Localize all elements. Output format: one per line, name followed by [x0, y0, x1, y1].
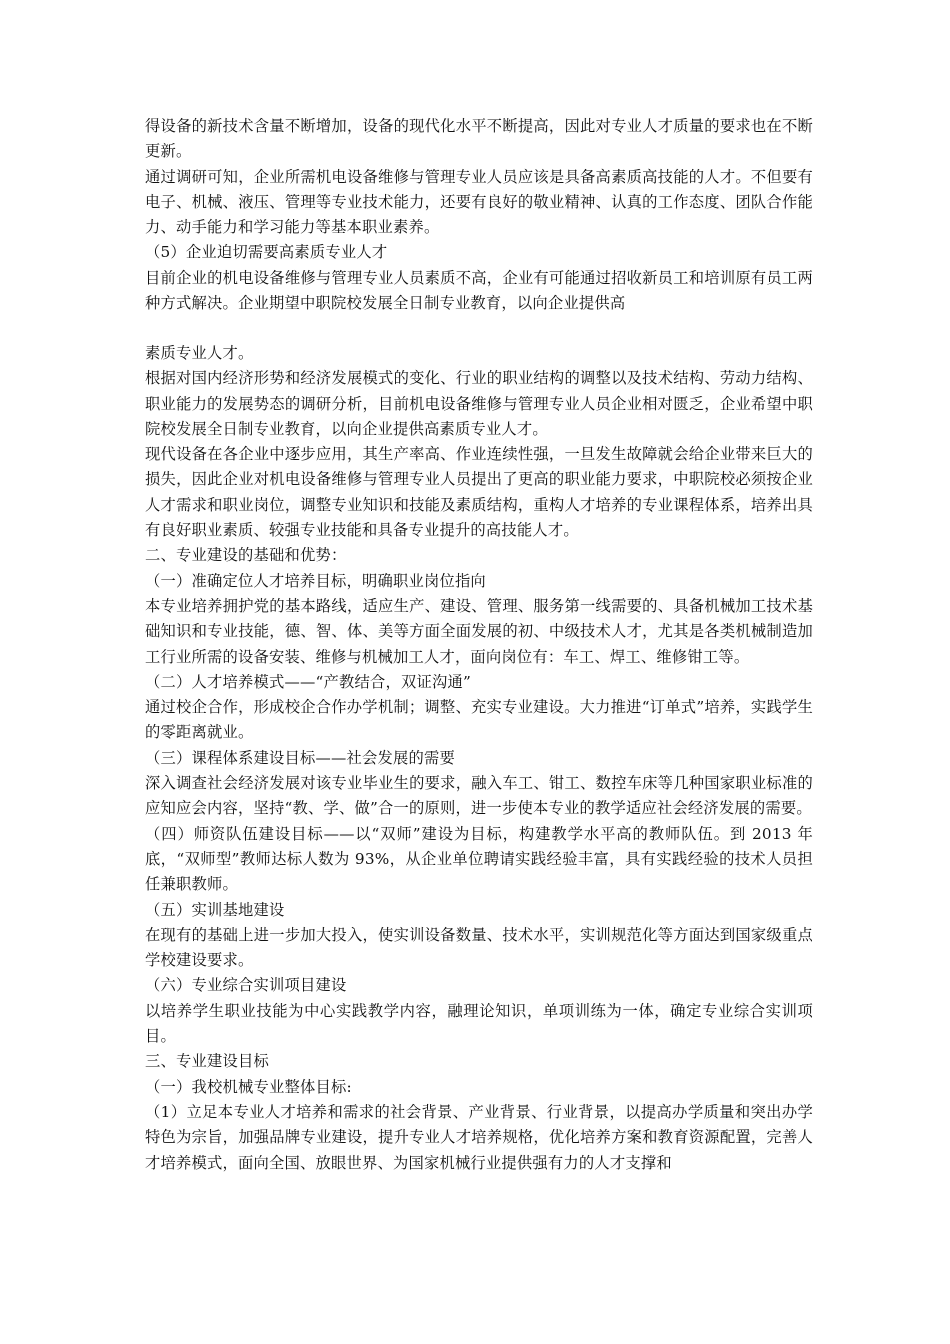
paragraph: 通过校企合作，形成校企合作办学机制；调整、充实专业建设。大力推进“订单式”培养，实践学生的零距离就业。 [145, 698, 813, 742]
section-heading: 三、专业建设目标 [145, 1052, 269, 1071]
paragraph: 目前企业的机电设备维修与管理专业人员素质不高，企业有可能通过招收新员工和培训原有员工两种方式解决。企业期望中职院校发展全日制专业教育，以向企业提供高 [145, 268, 813, 313]
paragraph: 深入调查社会经济发展对该专业毕业生的要求，融入车工、钳工、数控车床等几种国家职业标准的应知应会内容，坚持“教、学、做”合一的原则，进一步使本专业的教学适应社会经济发展的需要。 [145, 774, 813, 818]
text-block-two [145, 341, 813, 1176]
paragraph: （1）立足本专业人才培养和需求的社会背景、产业背景、行业背景，以提高办学质量和突出办学特色为宗旨，加强品牌专业建设，提升专业人才培养规格，优化培养方案和教育资源配置，完善人才培养模式，面向全国、放眼世界、为国家机械行业提供强有力的人才支撑和 [145, 1102, 813, 1172]
subsection-heading: （三）课程体系建设目标——社会发展的需要 [145, 748, 455, 767]
text-block-one [145, 114, 813, 316]
subsection-heading: （一）我校机械专业整体目标: [145, 1077, 352, 1096]
subsection-heading: （六）专业综合实训项目建设 [145, 976, 347, 995]
paragraph: 根据对国内经济形势和经济发展模式的变化、行业的职业结构的调整以及技术结构、劳动力结构、职业能力的发展势态的调研分析，目前机电设备维修与管理专业人员企业相对匮乏，企业希望中职院校发展全日制专业教育，以向企业提供高素质专业人才。 [145, 369, 813, 438]
paragraph: 现代设备在各企业中逐步应用，其生产率高、作业连续性强，一旦发生故障就会给企业带来巨大的损失，因此企业对机电设备维修与管理专业人员提出了更高的职业能力要求，中职院校必须按企业人才需求和职业岗位，调整专业知识和技能及素质结构，重构人才培养的专业课程体系，培养出具有良好职业素质、较强专业技能和具备专业提升的高技能人才。 [145, 445, 813, 540]
paragraph: 本专业培养拥护党的基本路线，适应生产、建设、管理、服务第一线需要的、具备机械加工技术基础知识和专业技能，德、智、体、美等方面全面发展的初、中级技术人才，尤其是各类机械制造加工行业所需的设备安装、维修与机械加工人才，面向岗位有：车工、焊工、维修钳工等。 [145, 596, 813, 666]
subsection-heading: （二）人才培养模式——“产教结合，双证沟通” [145, 672, 471, 691]
paragraph: 素质专业人才。 [145, 344, 254, 362]
subsection-heading: （五）实训基地建设 [145, 900, 285, 919]
paragraph: （四）师资队伍建设目标——以“双师”建设为目标，构建教学水平高的教师队伍。到 2013 年底，“双师型”教师达标人数为 93%，从企业单位聘请实践经验丰富，具有实践经验的技术人员担任兼职教师。 [145, 824, 813, 894]
paragraph: 以培养学生职业技能为中心实践教学内容，融理论知识，单项训练为一体，确定专业综合实训项目。 [145, 1001, 813, 1046]
subsection-heading: （一）准确定位人才培养目标，明确职业岗位指向 [145, 571, 486, 590]
paragraph: 得设备的新技术含量不断增加，设备的现代化水平不断提高，因此对专业人才质量的要求也在不断更新。 [145, 117, 813, 161]
section-heading: 二、专业建设的基础和优势： [145, 546, 347, 565]
paragraph: 在现有的基础上进一步加大投入，使实训设备数量、技术水平，实训规范化等方面达到国家级重点学校建设要求。 [145, 925, 813, 970]
paragraph: 通过调研可知，企业所需机电设备维修与管理专业人员应该是具备高素质高技能的人才。不但要有电子、机械、液压、管理等专业技术能力，还要有良好的敬业精神、认真的工作态度、团队合作能力、动手能力和学习能力等基本职业素养。 [145, 167, 813, 237]
section-heading: （5）企业迫切需要高素质专业人才 [145, 243, 388, 262]
